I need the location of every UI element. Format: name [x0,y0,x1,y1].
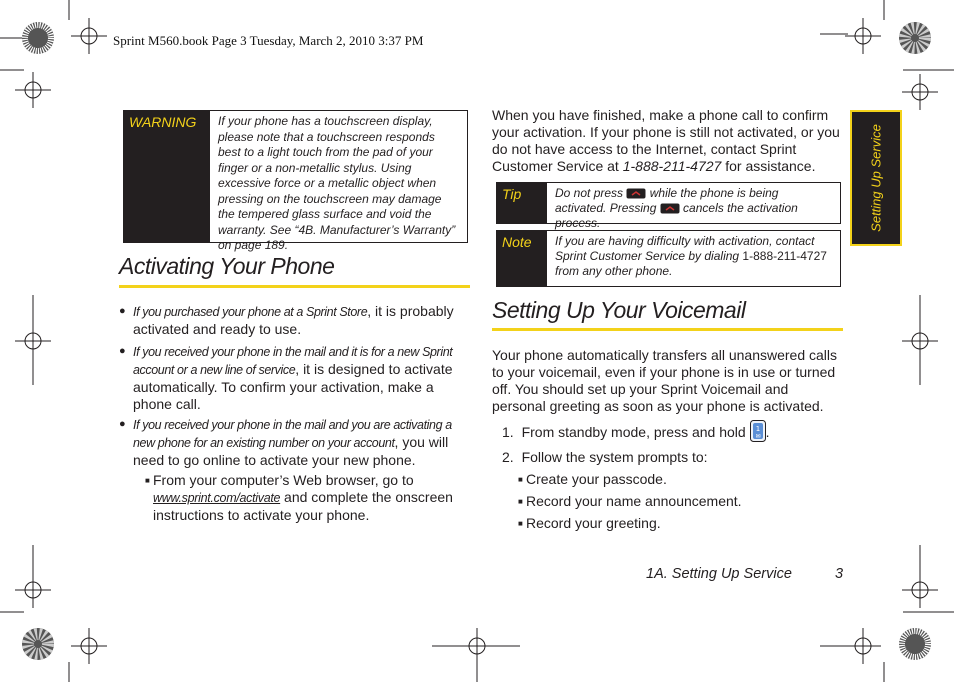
end-key-icon [626,188,646,199]
square-bullet: ■ [145,476,150,485]
bullet-2-rest: , it is designed to activate automatically. To confirm your activation, make a phone call. [133,361,453,412]
note-phone: 1-888-211-4727 [742,249,827,263]
step-2-text: Follow the system prompts to: [521,449,708,465]
note-text [547,231,839,286]
square-bullet: ■ [518,519,523,528]
activate-link[interactable]: www.sprint.com/activate [153,491,281,505]
sub-bullet-rest: and complete the onscreen instructions to activate your phone. [153,489,453,523]
svg-text:✉: ✉ [755,433,761,441]
bullet-1-lead: If you purchased your phone at a Sprint Store [133,305,368,319]
square-bullet: ■ [518,497,523,506]
tip-text-2: while the phone is being activated. Pressing [555,186,779,215]
activating-rule [119,285,470,288]
bullet-2 [119,343,470,413]
print-slug: Sprint M560.book Page 3 Tuesday, March 2, 2010 3:37 PM [113,33,424,48]
sub-step-1-text: Create your passcode. [526,471,667,487]
bullet-dot: ● [119,305,126,317]
bullet-3 [119,416,470,469]
customer-service-number: 1-888-211-4727 [622,158,722,174]
step-1 [502,424,769,442]
warning-label: WARNING [124,111,210,242]
voicemail-rule [492,328,843,331]
bullet-dot: ● [119,418,126,430]
svg-text:1: 1 [755,425,760,434]
tip-label: Tip [497,183,547,223]
voicemail-intro: Your phone automatically transfers all unanswered calls to your voicemail, even if your phone is in use or turned off. You should set up your Sprint Voicemail and personal greeting as soon as your phone is activated. [492,347,838,414]
step-2 [502,449,708,466]
step-1-text: From standby mode, press and hold [521,424,746,440]
note-label: Note [497,231,547,286]
finish-text-end: for assistance. [721,158,816,174]
warning-box [123,110,468,252]
tip-text-3: cancels the activation process. [555,201,798,230]
sub-step-3-text: Record your greeting. [526,515,661,531]
sub-bullet-prefix: From your computer’s Web browser, go to [153,472,414,488]
note-text-2: from any other phone. [555,264,673,278]
end-key-icon [660,203,680,214]
tip-text-1: Do not press [555,186,624,200]
note-text-1: If you are having difficulty with activation, contact Sprint Customer Service by dialing [555,234,815,263]
bullet-1-rest: , it is probably activated and ready to use. [133,303,454,337]
footer-section: 1A. Setting Up Service [646,566,792,582]
finish-text: When you have finished, make a phone call to confirm your activation. If your phone is still not activated, or you do not have access to the Internet, contact Sprint Customer Service at [492,107,840,174]
step-2-num: 2. [502,449,514,465]
sub-bullet-web [145,472,470,524]
activating-title: Activating Your Phone [119,253,335,279]
step-1-end: . [765,424,770,440]
voicemail-key-icon [750,420,766,442]
tip-text [547,183,839,230]
sub-step-2-text: Record your name announcement. [526,493,742,509]
warning-text: If your phone has a touchscreen display, please note that a touchscreen responds best to a light touch from the pad of your finger or a non-metallic stylus. Using excessive force or a metallic object when pressing on the touchscreen may damage the tempered glass surface and void the warranty. See “4B. Manufacturer’s Warranty” on page 189. [218,114,456,252]
side-tab-label: Setting Up Service [868,124,884,232]
finish-paragraph [492,107,842,175]
square-bullet: ■ [518,475,523,484]
bullet-3-rest: , you will need to go online to activate your new phone. [133,434,449,468]
bullet-3-lead: If you received your phone in the mail and you are activating a new phone for an existing number on your account [133,418,452,450]
voicemail-title: Setting Up Your Voicemail [492,297,746,323]
bullet-dot: ● [119,345,126,357]
sub-step-2 [518,493,742,510]
page-number: 3 [835,566,844,582]
note-box [496,230,841,287]
step-1-num: 1. [502,424,514,440]
bullet-2-lead: If you received your phone in the mail and it is for a new Sprint account or a new line of service [133,345,453,377]
sub-step-1 [518,471,667,488]
tip-box [496,182,841,230]
section-side-tab [850,110,902,246]
sub-step-3 [518,515,661,532]
bullet-1 [119,303,470,338]
